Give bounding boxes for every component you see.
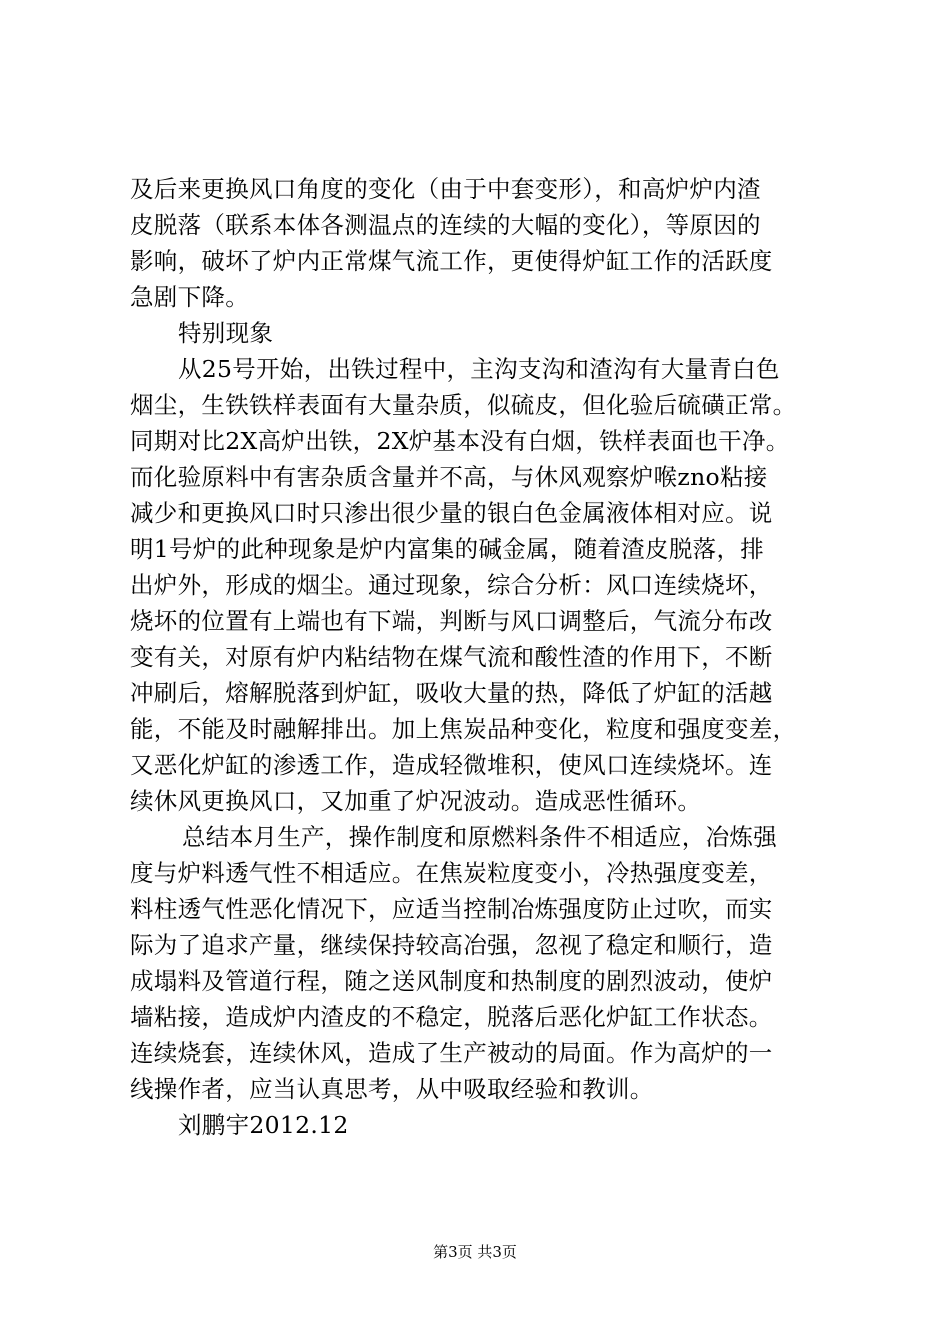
text-line: 急剧下降。	[130, 283, 249, 311]
text-line: 从25号开始，出铁过程中，主沟支沟和渣沟有大量青白色	[178, 355, 780, 383]
text-line: 冲刷后，熔解脱落到炉缸，吸收大量的热，降低了炉缸的活越	[130, 679, 773, 707]
text-line: 减少和更换风口时只渗出很少量的银白色金属液体相对应。说	[130, 499, 773, 527]
text-line: 影响，破坏了炉内正常煤气流工作，更使得炉缸工作的活跃度	[130, 247, 773, 275]
text-line: 皮脱落（联系本体各测温点的连续的大幅的变化），等原因的	[130, 211, 761, 239]
text-line: 料柱透气性恶化情况下，应适当控制冶炼强度防止过吹，而实	[130, 895, 773, 923]
text-line: 又恶化炉缸的渗透工作，造成轻微堆积，使风口连续烧坏。连	[130, 751, 773, 779]
text-line: 变有关，对原有炉内粘结物在煤气流和酸性渣的作用下，不断	[130, 643, 773, 671]
text-line: 线操作者，应当认真思考，从中吸取经验和教训。	[130, 1075, 654, 1103]
text-line: 烟尘，生铁铁样表面有大量杂质，似硫皮，但化验后硫磺正常。	[130, 391, 797, 419]
text-line: 续休风更换风口，又加重了炉况波动。造成恶性循环。	[130, 787, 702, 815]
text-line: 际为了追求产量，继续保持较高冶强，忽视了稳定和顺行，造	[130, 931, 773, 959]
text-line: 度与炉料透气性不相适应。在焦炭粒度变小，冷热强度变差，	[130, 859, 773, 887]
text-line: 及后来更换风口角度的变化（由于中套变形），和高炉炉内渣	[130, 175, 761, 203]
section-heading: 特别现象	[178, 319, 274, 347]
page-number-footer: 第3页 共3页	[433, 1243, 517, 1261]
text-line: 出炉外，形成的烟尘。通过现象，综合分析：风口连续烧坏，	[130, 571, 773, 599]
text-line: 成塌料及管道行程，随之送风制度和热制度的剧烈波动，使炉	[130, 967, 773, 995]
author-signature: 刘鹏宇2012.12	[178, 1111, 349, 1139]
text-line: 而化验原料中有害杂质含量并不高，与休风观察炉喉zno粘接	[130, 463, 768, 491]
text-line: 连续烧套，连续休风，造成了生产被动的局面。作为高炉的一	[130, 1039, 773, 1067]
text-line: 总结本月生产，操作制度和原燃料条件不相适应，冶炼强	[182, 823, 777, 851]
document-body	[130, 171, 830, 1143]
text-line: 明1号炉的此种现象是炉内富集的碱金属，随着渣皮脱落，排	[130, 535, 765, 563]
text-line: 能，不能及时融解排出。加上焦炭品种变化，粒度和强度变差，	[130, 715, 797, 743]
text-line: 烧坏的位置有上端也有下端，判断与风口调整后，气流分布改	[130, 607, 773, 635]
text-line: 同期对比2X高炉出铁，2X炉基本没有白烟，铁样表面也干净。	[130, 427, 790, 455]
text-line: 墙粘接，造成炉内渣皮的不稳定，脱落后恶化炉缸工作状态。	[130, 1003, 773, 1031]
